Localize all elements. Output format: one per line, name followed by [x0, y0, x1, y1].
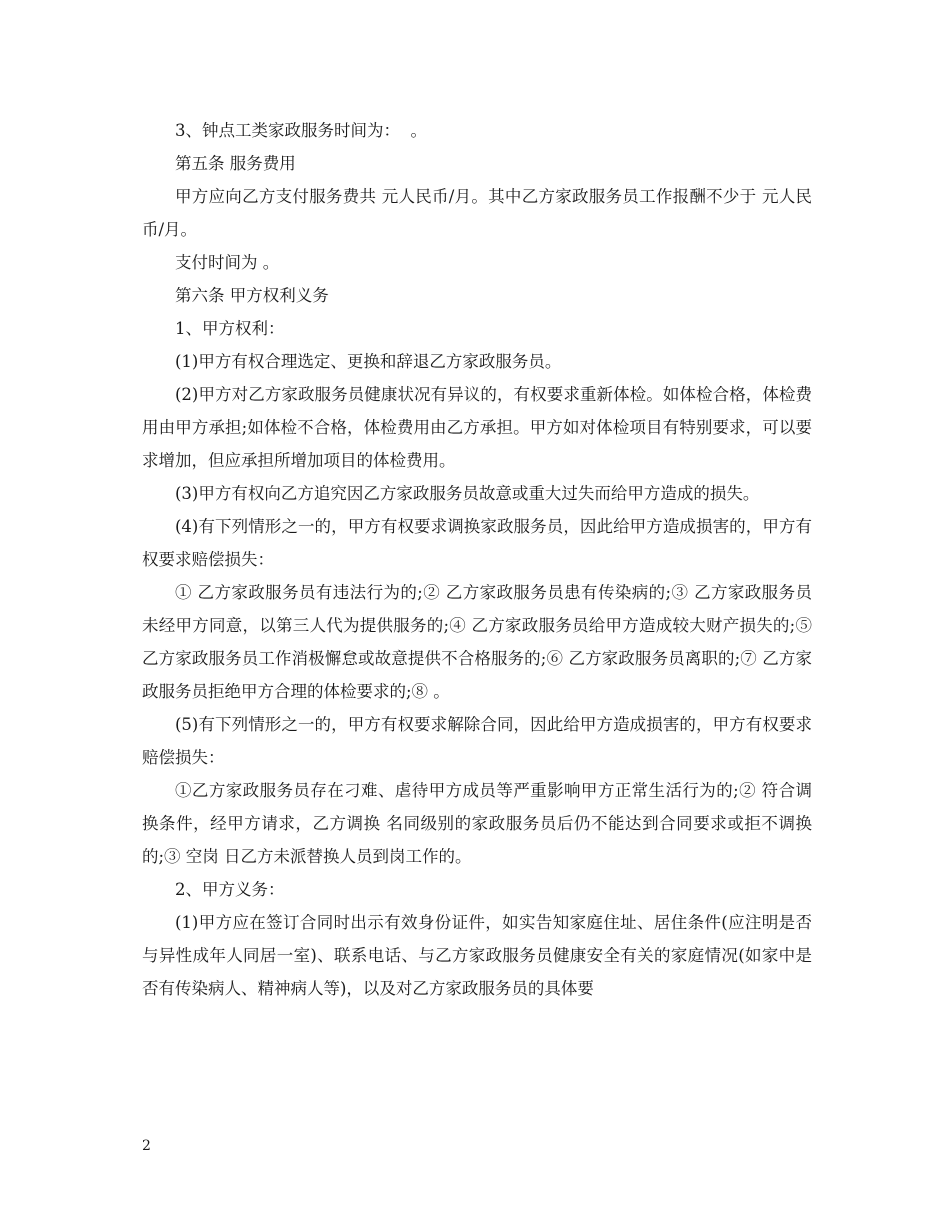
- subsection-heading: 2、甲方义务：: [175, 880, 285, 899]
- subsection-heading: 1、甲方权利：: [175, 319, 285, 338]
- page-number: 2: [142, 1138, 151, 1154]
- paragraph: (5)有下列情形之一的，甲方有权要求解除合同，因此给甲方造成损害的，甲方有权要求赔偿损失：: [142, 715, 812, 767]
- paragraph: (1)甲方应在签订合同时出示有效身份证件，如实告知家庭住址、居住条件(应注明是否与异性成年人同居一室)、联系电话、与乙方家政服务员健康安全有关的家庭情况(如家中是否有传染病人、精神病人等)，以及对乙方家政服务员的具体要: [142, 913, 812, 998]
- paragraph: (3)甲方有权向乙方追究因乙方家政服务员故意或重大过失而给甲方造成的损失。: [175, 484, 760, 503]
- section-heading: 第五条 服务费用: [175, 154, 296, 173]
- paragraph: 支付时间为 。: [175, 253, 280, 272]
- paragraph: (1)甲方有权合理选定、更换和辞退乙方家政服务员。: [175, 352, 562, 371]
- paragraph: ① 乙方家政服务员有违法行为的;② 乙方家政服务员患有传染病的;③ 乙方家政服务员未经甲方同意，以第三人代为提供服务的;④ 乙方家政服务员给甲方造成较大财产损失的;⑤ 乙方家政服务员工作消极懈怠或故意提供不合格服务的;⑥ 乙方家政服务员离职的;⑦ 乙方家政服务员拒绝甲方合理的体检要求的;⑧ 。: [142, 583, 818, 701]
- paragraph: (2)甲方对乙方家政服务员健康状况有异议的，有权要求重新体检。如体检合格，体检费用由甲方承担;如体检不合格，体检费用由乙方承担。甲方如对体检项目有特别要求，可以要求增加，但应承担所增加项目的体检费用。: [142, 385, 812, 470]
- paragraph: (4)有下列情形之一的，甲方有权要求调换家政服务员，因此给甲方造成损害的，甲方有权要求赔偿损失：: [142, 517, 812, 569]
- paragraph: 3、钟点工类家政服务时间为： 。: [175, 121, 427, 140]
- section-heading: 第六条 甲方权利义务: [175, 286, 329, 305]
- paragraph: ①乙方家政服务员存在刁难、虐待甲方成员等严重影响甲方正常生活行为的;② 符合调换条件，经甲方请求，乙方调换 名同级别的家政服务员后仍不能达到合同要求或拒不调换的;③ 空岗 日乙方未派替换人员到岗工作的。: [142, 781, 812, 866]
- paragraph: 甲方应向乙方支付服务费共 元人民币/月。其中乙方家政服务员工作报酬不少于 元人民币/月。: [142, 187, 812, 239]
- document-body: [142, 114, 818, 1005]
